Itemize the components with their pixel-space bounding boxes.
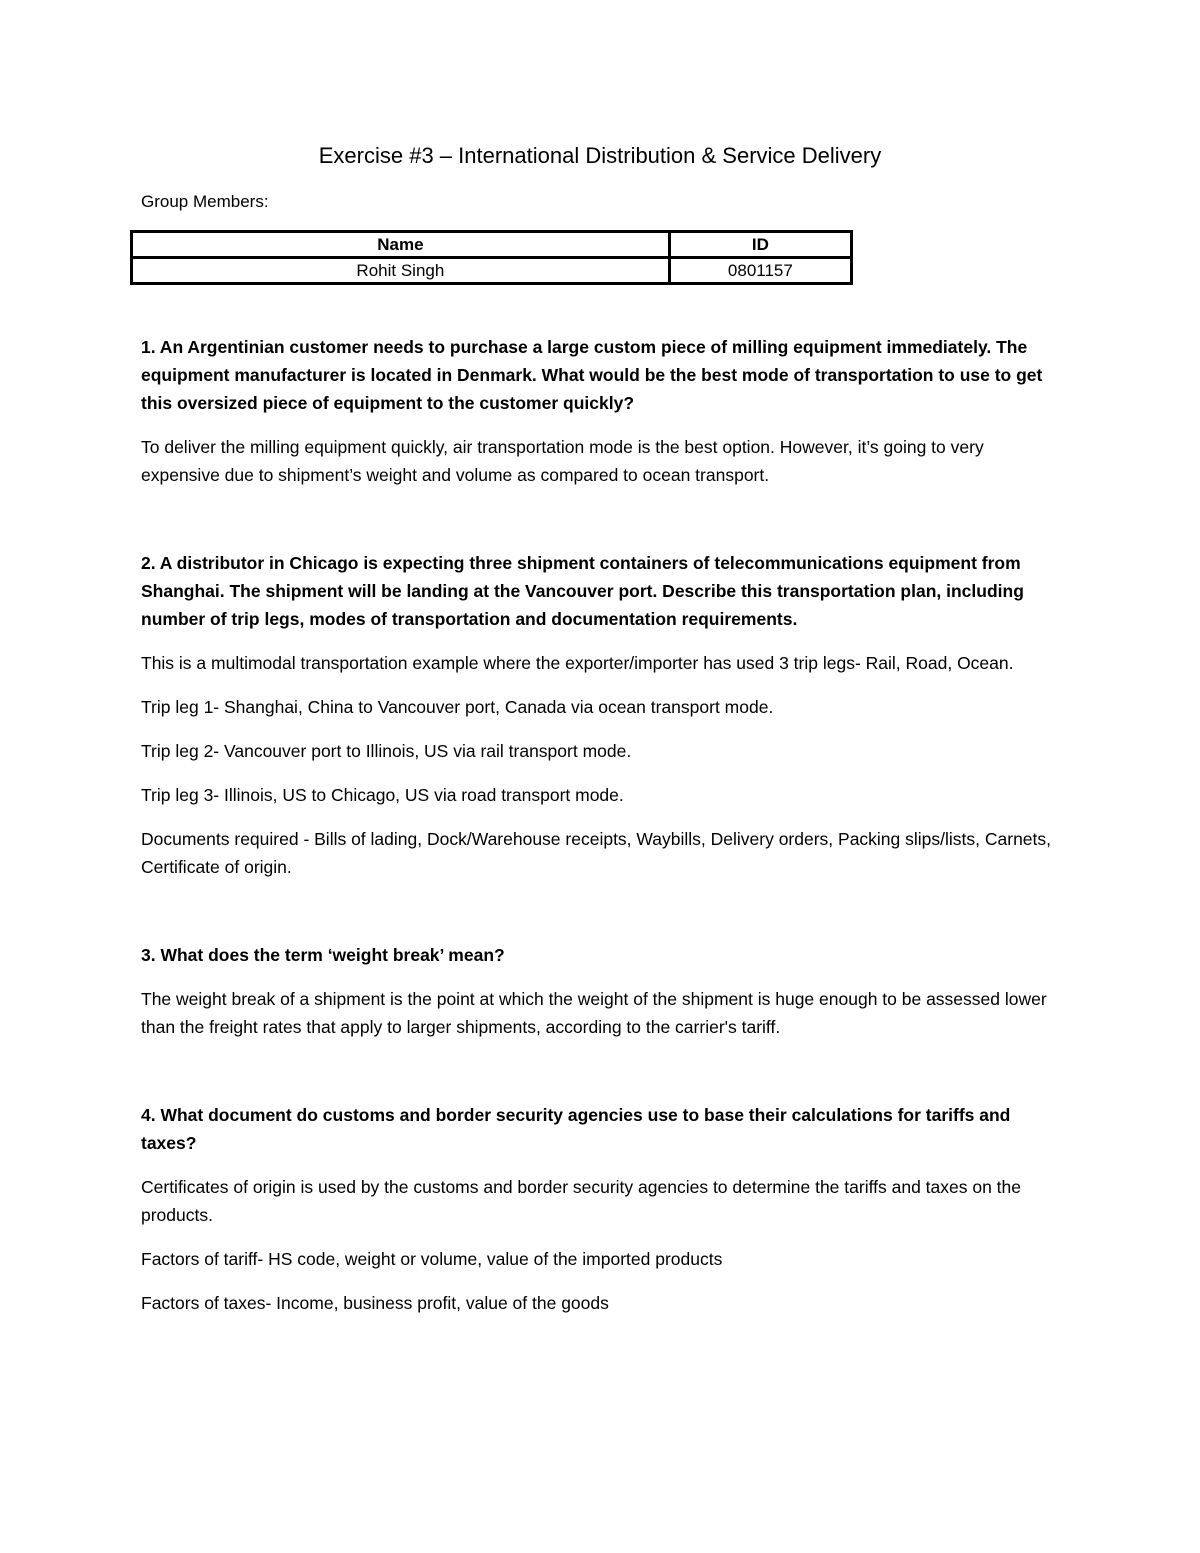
answer-2-trip-leg-2: Trip leg 2- Vancouver port to Illinois, US via rail transport mode. [141,741,632,761]
group-members-table [130,230,853,285]
answer-3-paragraph: The weight break of a shipment is the point at which the weight of the shipment is huge enough to be assessed lower than the freight rates that apply to larger shipments, according to the carrier's tariff. [141,989,1047,1037]
answer-2-documents: Documents required - Bills of lading, Dock/Warehouse receipts, Waybills, Delivery orders, Packing slips/lists, Carnets, Certificate of origin. [141,829,1052,877]
answer-2-trip-leg-1: Trip leg 1- Shanghai, China to Vancouver port, Canada via ocean transport mode. [141,697,774,717]
answer-4-tax-factors: Factors of taxes- Income, business profit, value of the goods [141,1293,609,1313]
answer-4-paragraph: Certificates of origin is used by the customs and border security agencies to determine the tariffs and taxes on the products. [141,1177,1022,1225]
answer-4-tariff-factors: Factors of tariff- HS code, weight or volume, value of the imported products [141,1249,723,1269]
answer-1-paragraph: To deliver the milling equipment quickly, air transportation mode is the best option. However, it’s going to very expensive due to shipment’s weight and volume as compared to ocean transport. [141,437,984,485]
question-3: 3. What does the term ‘weight break’ mean? [141,945,505,965]
name-column-header: Name [132,232,670,258]
answer-2-trip-leg-3: Trip leg 3- Illinois, US to Chicago, US via road transport mode. [141,785,624,805]
table-row [132,258,852,284]
group-members-label: Group Members: [141,192,269,211]
document-body [141,333,1061,1317]
id-column-header: ID [669,232,851,258]
member-name-cell: Rohit Singh [132,258,670,284]
member-id-cell: 0801157 [669,258,851,284]
table-header-row [132,232,852,258]
answer-2-paragraph: This is a multimodal transportation example where the exporter/importer has used 3 trip legs- Rail, Road, Ocean. [141,653,1014,673]
document-title: Exercise #3 – International Distribution & Service Delivery [318,143,882,168]
question-4: 4. What document do customs and border security agencies use to base their calculations for tariffs and taxes? [141,1105,1011,1153]
question-2: 2. A distributor in Chicago is expecting three shipment containers of telecommunications equipment from Shanghai. The shipment will be landing at the Vancouver port. Describe this transportation plan, including number of trip legs, modes of transportation and documentation requirements. [141,553,1024,629]
question-1: 1. An Argentinian customer needs to purchase a large custom piece of milling equipment immediately. The equipment manufacturer is located in Denmark. What would be the best mode of transportation to use to get this oversized piece of equipment to the customer quickly? [141,337,1043,413]
